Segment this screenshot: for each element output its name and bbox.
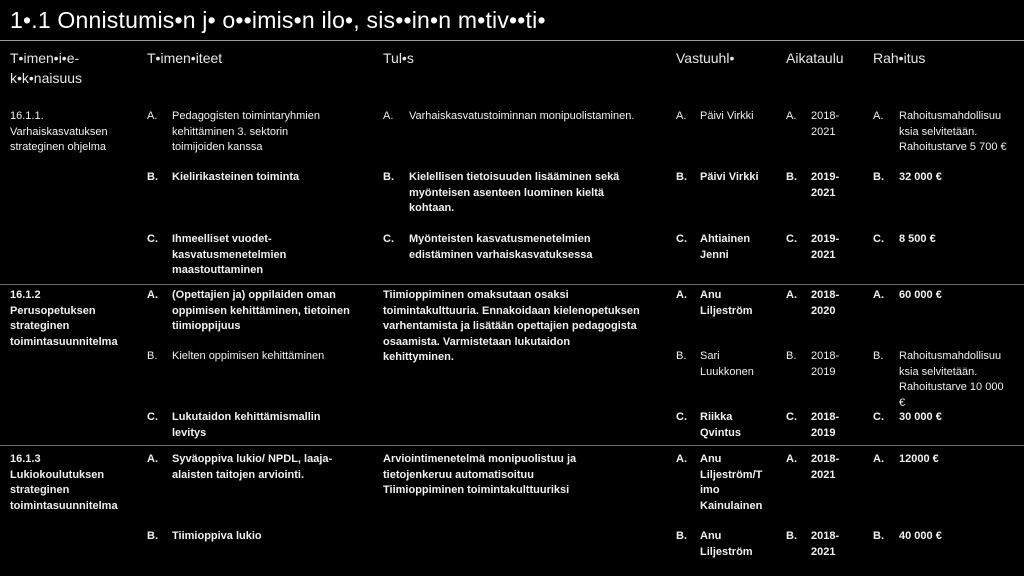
funding-marker: B. (873, 350, 884, 362)
responsible-text-line: Päivi Virkki (700, 171, 759, 183)
responsible-text-line: Liljeström (700, 304, 753, 317)
responsible-text-line: Ahtiainen (700, 233, 751, 245)
responsible-text-line: Anu (700, 289, 722, 301)
program-name-line: toimintasuunnitelma (10, 499, 118, 512)
program-result-line: varhentamista ja lisätään opettajien pedagogista (383, 320, 637, 332)
funding-text-line: 32 000 € (899, 171, 942, 183)
schedule-text-line: 2021 (811, 248, 836, 261)
schedule-text-line: 2021 (811, 545, 836, 558)
program-name-line: toimintasuunnitelma (10, 335, 118, 348)
schedule-marker: B. (786, 530, 797, 542)
program-result-line: Arviointimenetelmä monipuolistuu ja (383, 453, 577, 465)
schedule-marker: A. (786, 453, 797, 465)
result-text-line: Kielellisen tietoisuuden lisääminen sekä (409, 171, 620, 183)
program-result-line: tietojenkeruu automatisoituu (383, 468, 534, 481)
action-text-line: kasvatusmenetelmien (172, 248, 287, 261)
result-text-line: edistäminen varhaiskasvatuksessa (409, 248, 593, 261)
page-title: 1•.1 Onnistumis•n j• o••imis•n ilo•, sis••in•n m•tiv••ti• (10, 7, 546, 33)
header-funding: Rah•itus (873, 50, 926, 66)
responsible-text-line: Jenni (700, 248, 729, 261)
responsible-text-line: Liljeström (700, 545, 753, 558)
action-text-line: kehittäminen 3. sektorin (172, 125, 289, 138)
funding-marker: A. (873, 289, 884, 301)
result-text-line: Myönteisten kasvatusmenetelmien (409, 233, 591, 245)
responsible-text-line: Liljeström/T (700, 468, 763, 481)
responsible-marker: A. (676, 453, 687, 465)
responsible-marker: C. (676, 411, 687, 423)
action-marker: A. (147, 289, 158, 301)
responsible-text-line: Qvintus (700, 426, 741, 439)
funding-text-line: Rahoitusmahdollisuu (899, 350, 1002, 362)
result-text-line: myönteisen asenteen luominen kieltä (409, 186, 605, 199)
action-marker: C. (147, 233, 158, 245)
schedule-marker: B. (786, 350, 797, 362)
action-text-line: Syväoppiva lukio/ NPDL, laaja- (172, 453, 333, 465)
schedule-marker: C. (786, 411, 797, 423)
action-text-line: tiimioppijuus (172, 320, 241, 332)
responsible-text-line: Riikka (700, 411, 733, 423)
action-text-line: Pedagogisten toimintaryhmien (172, 110, 320, 122)
schedule-text-line: 2018- (811, 350, 840, 362)
funding-text-line: Rahoitustarve 5 700 € (899, 141, 1007, 153)
responsible-marker: B. (676, 350, 687, 362)
responsible-marker: C. (676, 233, 687, 245)
action-text-line: oppimisen kehittäminen, tietoinen (172, 304, 350, 317)
action-text-line: Kielirikasteinen toiminta (172, 171, 300, 183)
program-name-line: 16.1.1. (10, 110, 44, 122)
program-result-line: osaamista. Varmistetaan lukutaidon (383, 335, 571, 348)
result-marker: A. (383, 110, 394, 122)
program-name-line: Perusopetuksen (10, 304, 96, 317)
responsible-text-line: Luukkonen (700, 365, 754, 378)
action-marker: A. (147, 110, 158, 122)
responsible-text-line: imo (700, 484, 720, 496)
responsible-text-line: Sari (700, 350, 720, 362)
funding-marker: B. (873, 530, 884, 542)
action-text-line: Tiimioppiva lukio (172, 530, 262, 542)
program-result-line: Tiimioppiminen omaksutaan osaksi (383, 289, 569, 301)
program-name-line: Lukiokoulutuksen (10, 468, 105, 481)
schedule-text-line: 2021 (811, 125, 836, 138)
schedule-marker: A. (786, 110, 797, 122)
program-divider (0, 284, 1024, 285)
schedule-text-line: 2019- (811, 171, 840, 183)
action-marker: B. (147, 171, 158, 183)
action-marker: B. (147, 530, 158, 542)
action-marker: A. (147, 453, 158, 465)
program-divider (0, 445, 1024, 446)
responsible-text-line: Kainulainen (700, 499, 763, 512)
funding-text-line: 12000 € (899, 453, 939, 465)
program-name-line: strateginen ohjelma (10, 141, 107, 153)
schedule-marker: C. (786, 233, 797, 245)
title-divider (0, 40, 1024, 41)
program-name-line: 16.1.3 (10, 453, 41, 465)
header-entity (10, 48, 82, 88)
header-actions: T•imen•iteet (147, 50, 223, 66)
responsible-marker: A. (676, 110, 687, 122)
funding-marker: A. (873, 453, 884, 465)
funding-text-line: Rahoitustarve 10 000 (899, 381, 1004, 393)
funding-text-line: 60 000 € (899, 289, 942, 301)
result-marker: C. (383, 233, 394, 245)
program-result-line: Tiimioppiminen toimintakulttuuriksi (383, 484, 570, 496)
program-name-line: strateginen (10, 484, 70, 496)
funding-marker: C. (873, 411, 884, 423)
schedule-text-line: 2018- (811, 411, 840, 423)
funding-text-line: 40 000 € (899, 530, 942, 542)
schedule-text-line: 2019- (811, 233, 840, 245)
schedule-text-line: 2018- (811, 289, 840, 301)
schedule-text-line: 2018- (811, 530, 840, 542)
action-text-line: (Opettajien ja) oppilaiden oman (172, 289, 336, 301)
action-text-line: Kielten oppimisen kehittäminen (172, 350, 325, 362)
action-text-line: toimijoiden kanssa (172, 141, 263, 153)
schedule-text-line: 2020 (811, 304, 836, 317)
schedule-text-line: 2018- (811, 110, 840, 122)
schedule-text-line: 2021 (811, 468, 836, 481)
funding-text-line: Rahoitusmahdollisuu (899, 110, 1002, 122)
header-schedule: Aikataulu (786, 50, 844, 66)
program-name-line: strateginen (10, 320, 70, 332)
schedule-text-line: 2019 (811, 426, 836, 439)
program-name-line: Varhaiskasvatuksen (10, 125, 108, 138)
schedule-text-line: 2018- (811, 453, 840, 465)
result-text-line: Varhaiskasvatustoiminnan monipuolistaminen. (409, 110, 635, 122)
action-text-line: levitys (172, 426, 207, 439)
funding-text-line: ksia selvitetään. (899, 365, 978, 378)
funding-marker: C. (873, 233, 884, 245)
responsible-text-line: Päivi Virkki (700, 110, 754, 122)
schedule-marker: A. (786, 289, 797, 301)
header-result: Tul•s (383, 50, 414, 66)
action-marker: C. (147, 411, 158, 423)
result-marker: B. (383, 171, 394, 183)
program-name-line: 16.1.2 (10, 289, 41, 301)
responsible-marker: B. (676, 530, 687, 542)
action-text-line: maastouttaminen (172, 264, 264, 276)
program-result-line: toimintakulttuuria. Ennakoidaan kielenopetuksen (383, 304, 640, 317)
funding-text-line: 30 000 € (899, 411, 942, 423)
program-result-line: kehittyminen. (383, 351, 454, 363)
action-text-line: alaisten taitojen arviointi. (172, 468, 305, 481)
funding-marker: B. (873, 171, 884, 183)
funding-marker: A. (873, 110, 884, 122)
action-marker: B. (147, 350, 158, 362)
result-text-line: kohtaan. (409, 202, 455, 214)
responsible-text-line: Anu (700, 453, 722, 465)
funding-text-line: € (899, 396, 906, 409)
schedule-text-line: 2021 (811, 186, 836, 199)
schedule-marker: B. (786, 171, 797, 183)
header-entity-line1: T•imen•i•e- (10, 50, 80, 66)
responsible-text-line: Anu (700, 530, 722, 542)
action-text-line: Lukutaidon kehittämismallin (172, 411, 321, 423)
responsible-marker: B. (676, 171, 687, 183)
responsible-marker: A. (676, 289, 687, 301)
schedule-text-line: 2019 (811, 365, 836, 378)
funding-text-line: ksia selvitetään. (899, 125, 978, 138)
action-text-line: Ihmeelliset vuodet- (172, 233, 272, 245)
funding-text-line: 8 500 € (899, 233, 936, 245)
header-entity-line2: k•k•naisuus (10, 70, 83, 86)
header-responsible: Vastuuhl• (676, 50, 735, 66)
